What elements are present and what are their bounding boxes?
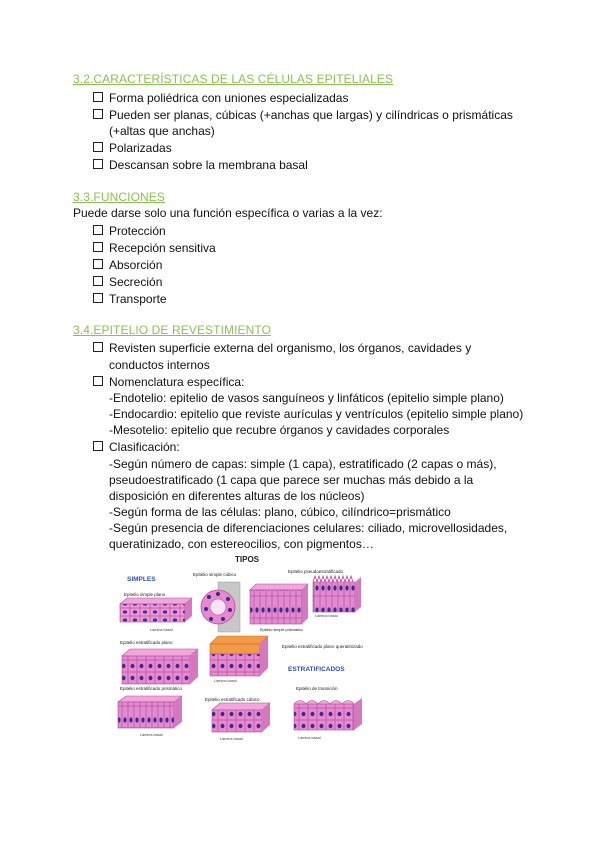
checkbox-icon: [93, 225, 103, 235]
checkbox-icon: [93, 276, 103, 286]
label-lamina-basal: Lámina basal: [214, 679, 237, 683]
label-pseudoestratificado: Epitelio pseudoestratificado: [288, 569, 344, 574]
figure-title: TIPOS: [235, 555, 260, 564]
checkbox-icon: [93, 242, 103, 252]
label-transicion: Epitelio de transición: [296, 686, 338, 691]
label-lamina-basal: Lámina basal: [220, 737, 243, 741]
epitelio-simple-plano-illustration: [120, 592, 192, 632]
document-page: 3.2.CARACTERÍSTICAS DE LAS CÉLULAS EPITELIALES Forma poliédrica con uniones especializadas Pueden ser planas, cúbicas (+anchas que largas) y cilíndricas o prismáticas (+altas que anchas) Polarizadas Descansan sobre la membrana basal 3.3.FUNCIONES Puede darse solo una función específica o varias a la vez: Protección Recepción sensitiva Absorción Secreción Transporte 3.4.EPITELIO DE REVESTIMIENTO Revisten superficie externa del organismo, los órganos, cavidades y conductos internos Nomenclatura específica: -Endotelio: epitelio de vasos sanguíneos y linfáticos (epitelio simple plano) -Endocardio: epitelio que reviste aurículas y ventrículos (epitelio simple plano) -Mesotelio: epitelio que recubre órganos y cavidades corporales Clasificación: -Según número de capas: simple (1 capa), estratificado (2 capas o más), pseudoestratificado (1 capa que parece ser muchas más debido a la disposición en diferentes alturas de los núcleos) -Según forma de las células: plano, cúbico, cilíndrico=prismático -Según presencia de diferenciaciones celulares: ciliado, microvellosidades, queratinizado, con estereocilios, con pigmentos… TIPOS SIMPLES Epitelio simple plano Lámina basal Epitelio simple cúbico Epitelio simple prismático Epitelio pseudoestratificado Lámina basal Epitelio estratificado plano Lámina basal Epitelio estratificado plano queratinizado ESTRATIFICADOS Epitelio estratificado prismático Lámina basal Epitelio estratificado cúbico Lámina basal Epitelio de transición Lámina basal: [73, 72, 524, 741]
checkbox-icon: [93, 159, 103, 169]
checkbox-icon: [93, 342, 103, 352]
label-simple-prismatico: Epitelio simple prismático: [260, 628, 303, 632]
label-lamina-basal: Lámina basal: [298, 736, 321, 740]
sub-item: -Endotelio: epitelio de vasos sanguíneos y linfáticos (epitelio simple plano): [109, 391, 504, 405]
epitelio-queratinizado-illustration: [210, 636, 363, 683]
label-queratinizado: Epitelio estratificado plano queratinizado: [282, 644, 363, 649]
label-simple-cubico: Epitelio simple cúbico: [193, 572, 237, 577]
label-lamina-basal: Lámina basal: [140, 733, 163, 737]
label-estratificado-cubico: Epitelio estratificado cúbico: [205, 697, 260, 702]
section-heading-caracteristicas: 3.2.CARACTERÍSTICAS DE LAS CÉLULAS EPITELIALES: [73, 72, 394, 86]
label-simple-plano: Epitelio simple plano: [124, 592, 166, 597]
epitelio-simple-cubico-illustration: [193, 572, 240, 632]
checkbox-icon: [93, 109, 103, 119]
label-estratificado-prismatico: Epitelio estratificado prismático: [120, 686, 183, 691]
sub-item: -Según forma de las células: plano, cúbico, cilíndrico=prismático: [109, 505, 451, 519]
label-lamina-basal: Lámina basal: [315, 614, 338, 618]
epitelio-estratificado-plano-illustration: [120, 640, 198, 684]
sub-item: -Mesotelio: epitelio que recubre órganos y cavidades corporales: [109, 423, 450, 437]
checkbox-icon: [93, 376, 103, 386]
section-heading-funciones: 3.3.FUNCIONES: [73, 190, 165, 204]
section-intro: Puede darse solo una función específica o varias a la vez:: [73, 206, 383, 220]
sub-item: pseudoestratificado (1 capa que parece ser muchas más debido a la: [109, 473, 474, 487]
sub-item: disposición en diferentes alturas de los núcleos): [109, 489, 365, 503]
checkbox-icon: [93, 441, 103, 451]
sub-item: -Endocardio: epitelio que reviste aurículas y ventrículos (epitelio simple plano): [109, 407, 524, 421]
epithelium-types-figure: [110, 552, 380, 742]
checkbox-icon: [93, 92, 103, 102]
checkbox-icon: [93, 259, 103, 269]
label-lamina-basal: Lámina basal: [150, 628, 173, 632]
sub-item: queratinizado, con estereocilios, con pigmentos…: [109, 537, 374, 551]
checkbox-icon: [93, 293, 103, 303]
epitelio-transicion-illustration: [294, 686, 362, 740]
sub-item: -Según número de capas: simple (1 capa), estratificado (2 capas o más),: [109, 457, 497, 471]
epitelio-estratificado-prismatico-illustration: [118, 686, 183, 737]
label-estratificados: ESTRATIFICADOS: [288, 666, 345, 673]
epitelio-estratificado-cubico-illustration: [205, 697, 270, 741]
label-estratificado-plano: Epitelio estratificado plano: [120, 640, 173, 645]
checkbox-icon: [93, 142, 103, 152]
sub-item: -Según presencia de diferenciaciones celulares: ciliado, microvellosidades,: [109, 521, 508, 535]
epitelio-simple-prismatico-illustration: [250, 584, 308, 632]
section-heading-revestimiento: 3.4.EPITELIO DE REVESTIMIENTO: [73, 323, 272, 337]
label-simples: SIMPLES: [127, 576, 156, 583]
